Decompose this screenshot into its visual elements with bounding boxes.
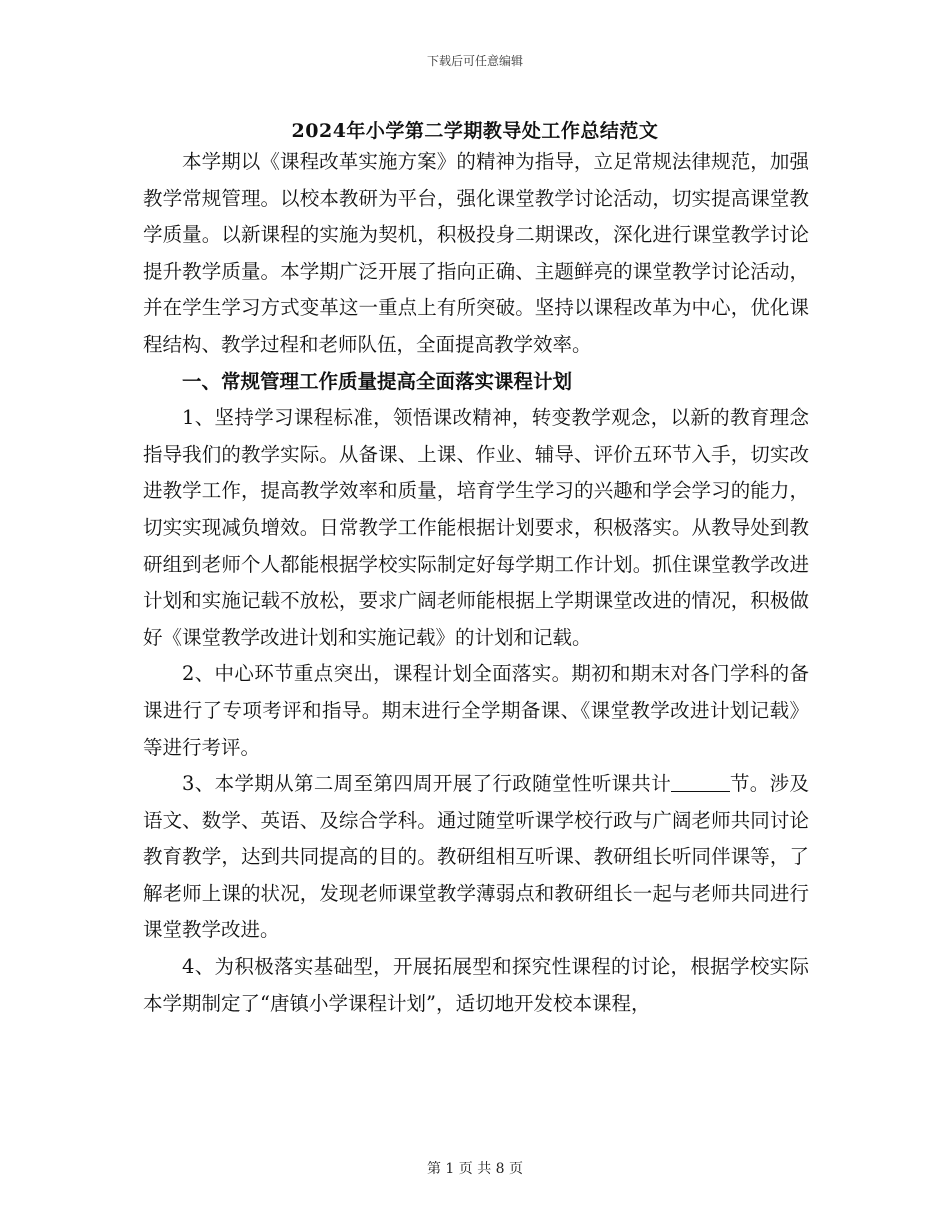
paragraph-3-text-before-blank: 3、本学期从第二周至第四周开展了行政随堂性听课共计: [182, 772, 672, 796]
page-header-note: 下载后可任意编辑: [426, 54, 523, 68]
paragraph-4: 4、为积极落实基础型，开展拓展型和探究性课程的讨论，根据学校实际本学期制定了“唐镇小学课程计划”，适切地开发校本课程，: [143, 955, 809, 1015]
section-1-heading: 一、常规管理工作质量提高全面落实课程计划: [182, 369, 573, 393]
paragraph-3-text-after-blank: 节。涉及语文、数学、英语、及综合学科。通过随堂听课学校行政与广阔老师共同讨论教育教学，达到共同提高的目的。教研组相互听课、教研组长听同伴课等，了解老师上课的状况，发现老师课堂教学薄弱点和教研组长一起与老师共同进行课堂教学改进。: [143, 772, 809, 942]
fill-in-blank: [671, 772, 730, 793]
intro-paragraph: 本学期以《课程改革实施方案》的精神为指导，立足常规法律规范，加强教学常规管理。以校本教研为平台，强化课堂教学讨论活动，切实提高课堂教学质量。以新课程的实施为契机，积极投身二期课改，深化进行课堂教学讨论提升教学质量。本学期广泛开展了指向正确、主题鲜亮的课堂教学讨论活动，并在学生学习方式变革这一重点上有所突破。坚持以课程改革为中心，优化课程结构、教学过程和老师队伍，全面提高教学效率。: [143, 150, 809, 356]
paragraph-3: [143, 766, 809, 949]
paragraph-1: 1、坚持学习课程标准，领悟课改精神，转变教学观念，以新的教育理念指导我们的教学实际。从备课、上课、作业、辅导、评价五环节入手，切实改进教学工作，提高教学效率和质量，培育学生学习的兴趣和学会学习的能力，切实实现减负增效。日常教学工作能根据计划要求，积极落实。从教导处到教研组到老师个人都能根据学校实际制定好每学期工作计划。抓住课堂教学改进计划和实施记载不放松，要求广阔老师能根据上学期课堂改进的情况，积极做好《课堂教学改进计划和实施记载》的计划和记载。: [143, 406, 809, 649]
paragraph-2: 2、中心环节重点突出，课程计划全面落实。期初和期末对各门学科的备课进行了专项考评和指导。期末进行全学期备课、《课堂教学改进计划记载》等进行考评。: [143, 662, 809, 759]
document-body: [143, 144, 809, 1022]
page-number-footer: 第 1 页 共 8 页: [426, 1161, 524, 1177]
document-title: 2024年小学第二学期教导处工作总结范文: [291, 120, 659, 142]
